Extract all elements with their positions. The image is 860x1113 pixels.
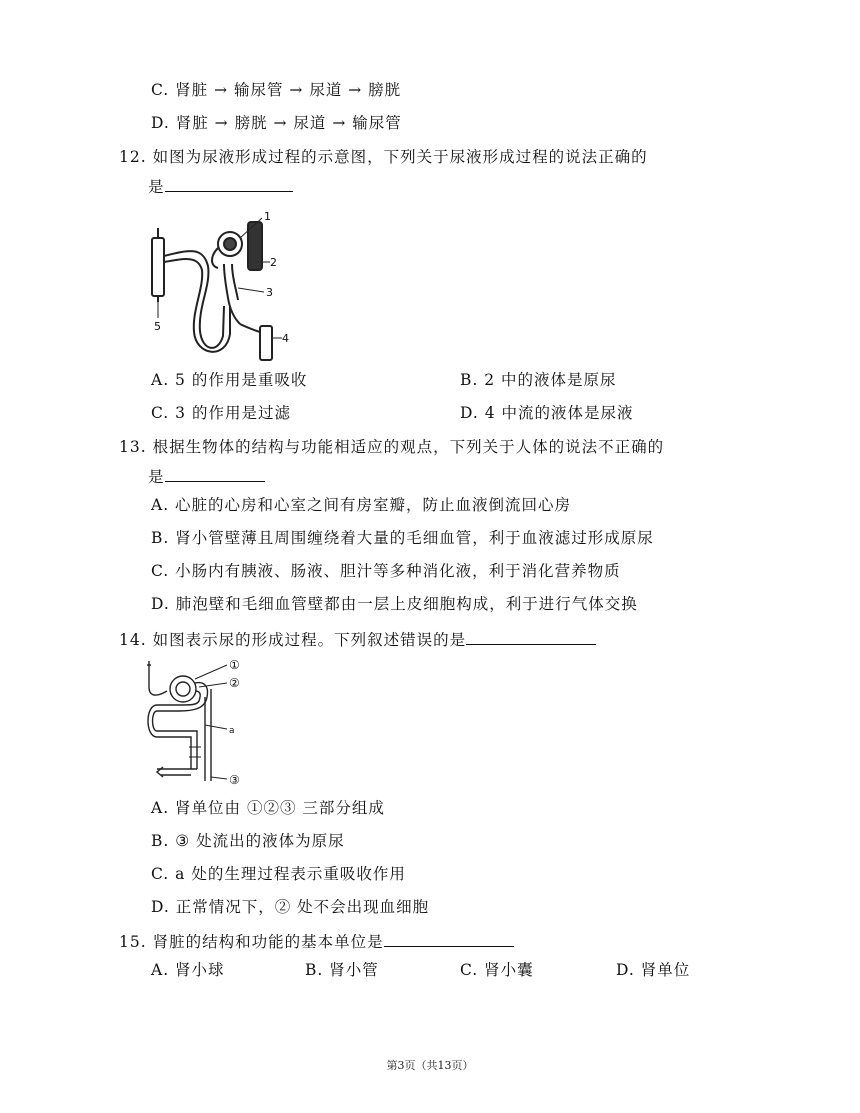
q13-option-c: C. 小肠内有胰液、肠液、胆汁等多种消化液，利于消化营养物质 bbox=[151, 562, 621, 580]
q11-option-d: D. 肾脏 → 膀胱 → 尿道 → 输尿管 bbox=[151, 114, 402, 132]
q12-figure-label-4: 4 bbox=[282, 332, 289, 345]
q13-answer-blank bbox=[165, 465, 265, 482]
q14-figure-label-2: ② bbox=[229, 676, 240, 690]
q11-option-c: C. 肾脏 → 输尿管 → 尿道 → 膀胱 bbox=[151, 81, 402, 99]
q12-kidney-diagram bbox=[148, 206, 298, 366]
q12-figure-label-5: 5 bbox=[154, 320, 161, 333]
q15-option-c: C. 肾小囊 bbox=[460, 961, 534, 979]
q13-stem-line1: 13. 根据生物体的结构与功能相适应的观点，下列关于人体的说法不正确的 bbox=[119, 438, 665, 456]
q14-option-a: A. 肾单位由 ①②③ 三部分组成 bbox=[151, 799, 385, 817]
q12-option-b: B. 2 中的液体是原尿 bbox=[460, 371, 617, 389]
q15-option-a: A. 肾小球 bbox=[151, 961, 225, 979]
page-footer: 第3页（共13页） bbox=[386, 1059, 474, 1072]
q14-figure-label-1: ① bbox=[229, 658, 240, 672]
q12-figure-label-2: 2 bbox=[270, 256, 277, 269]
q14-option-d: D. 正常情况下，② 处不会出现血细胞 bbox=[151, 898, 430, 916]
q14-option-c: C. a 处的生理过程表示重吸收作用 bbox=[151, 865, 406, 883]
q13-option-d: D. 肺泡壁和毛细血管壁都由一层上皮细胞构成，利于进行气体交换 bbox=[151, 595, 638, 613]
q14-option-b: B. ③ 处流出的液体为原尿 bbox=[151, 832, 345, 850]
q12-stem-line2: 是 bbox=[148, 175, 293, 198]
q13-option-b: B. 肾小管壁薄且周围缠绕着大量的毛细血管，利于血液滤过形成原尿 bbox=[151, 529, 654, 547]
q12-answer-blank bbox=[165, 175, 293, 192]
q12-option-d: D. 4 中流的液体是尿液 bbox=[460, 404, 634, 422]
q12-option-a: A. 5 的作用是重吸收 bbox=[151, 371, 308, 389]
q14-figure-label-a: a bbox=[229, 726, 235, 736]
q15-option-b: B. 肾小管 bbox=[305, 961, 379, 979]
q13-option-a: A. 心脏的心房和心室之间有房室瓣，防止血液倒流回心房 bbox=[151, 496, 572, 514]
q15-option-d: D. 肾单位 bbox=[616, 961, 691, 979]
q14-stem: 14. 如图表示尿的形成过程。下列叙述错误的是 bbox=[119, 628, 596, 651]
q12-figure-label-3: 3 bbox=[266, 286, 273, 299]
q12-stem-line1: 12. 如图为尿液形成过程的示意图，下列关于尿液形成过程的说法正确的 bbox=[119, 148, 648, 166]
q15-answer-blank bbox=[384, 930, 514, 947]
q12-figure-label-1: 1 bbox=[264, 210, 271, 223]
q14-figure-label-3: ③ bbox=[229, 773, 240, 787]
q14-nephron-diagram bbox=[143, 657, 253, 792]
q15-stem: 15. 肾脏的结构和功能的基本单位是 bbox=[119, 930, 514, 953]
q14-answer-blank bbox=[466, 628, 596, 645]
q13-stem-line2: 是 bbox=[148, 465, 265, 488]
q12-option-c: C. 3 的作用是过滤 bbox=[151, 404, 291, 422]
